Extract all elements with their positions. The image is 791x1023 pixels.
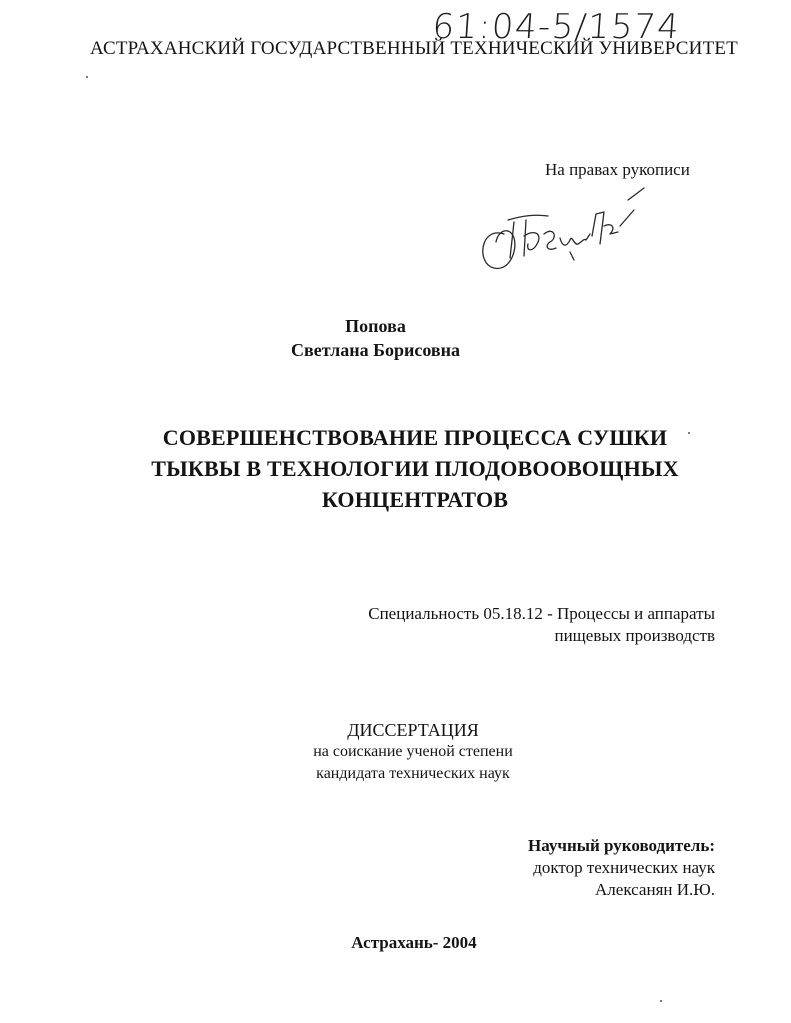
scan-speck [660,1000,662,1002]
author-last-name: Попова [345,316,406,336]
handwritten-number-text: 61:04-5/1574 [431,7,682,47]
degree-line-2: кандидата технических наук [316,765,510,782]
degree-block [0,719,791,785]
specialty-line-2: пищевых производств [554,626,715,645]
manuscript-rights-note: На правах рукописи [545,160,690,179]
scan-speck [86,76,88,78]
degree-line-1: на соискание ученой степени [313,743,513,760]
title-line: ТЫКВЫ В ТЕХНОЛОГИИ ПЛОДОВООВОЩНЫХ [151,456,679,481]
supervisor-block [528,835,715,901]
title-line: КОНЦЕНТРАТОВ [321,487,509,512]
supervisor-title: доктор технических наук [533,858,715,877]
author-first-names: Светлана Борисовна [291,340,460,360]
document-type: ДИССЕРТАЦИЯ [347,720,479,740]
author-signature [474,186,654,276]
supervisor-name: Алексанян И.Ю. [595,880,715,899]
university-name: АСТРАХАНСКИЙ ГОСУДАРСТВЕННЫЙ ТЕХНИЧЕСКИЙ УНИВЕРСИТЕТ [89,38,738,59]
title-line: СОВЕРШЕНСТВОВАНИЕ ПРОЦЕССА СУШКИ [162,425,668,450]
specialty-line-1: Специальность 05.18.12 - Процессы и аппараты [368,604,715,623]
specialty-block [368,603,715,647]
city-and-year: Астрахань- 2004 [351,933,477,952]
scan-speck [688,432,690,434]
supervisor-label: Научный руководитель: [528,836,715,855]
dissertation-title [0,422,791,515]
